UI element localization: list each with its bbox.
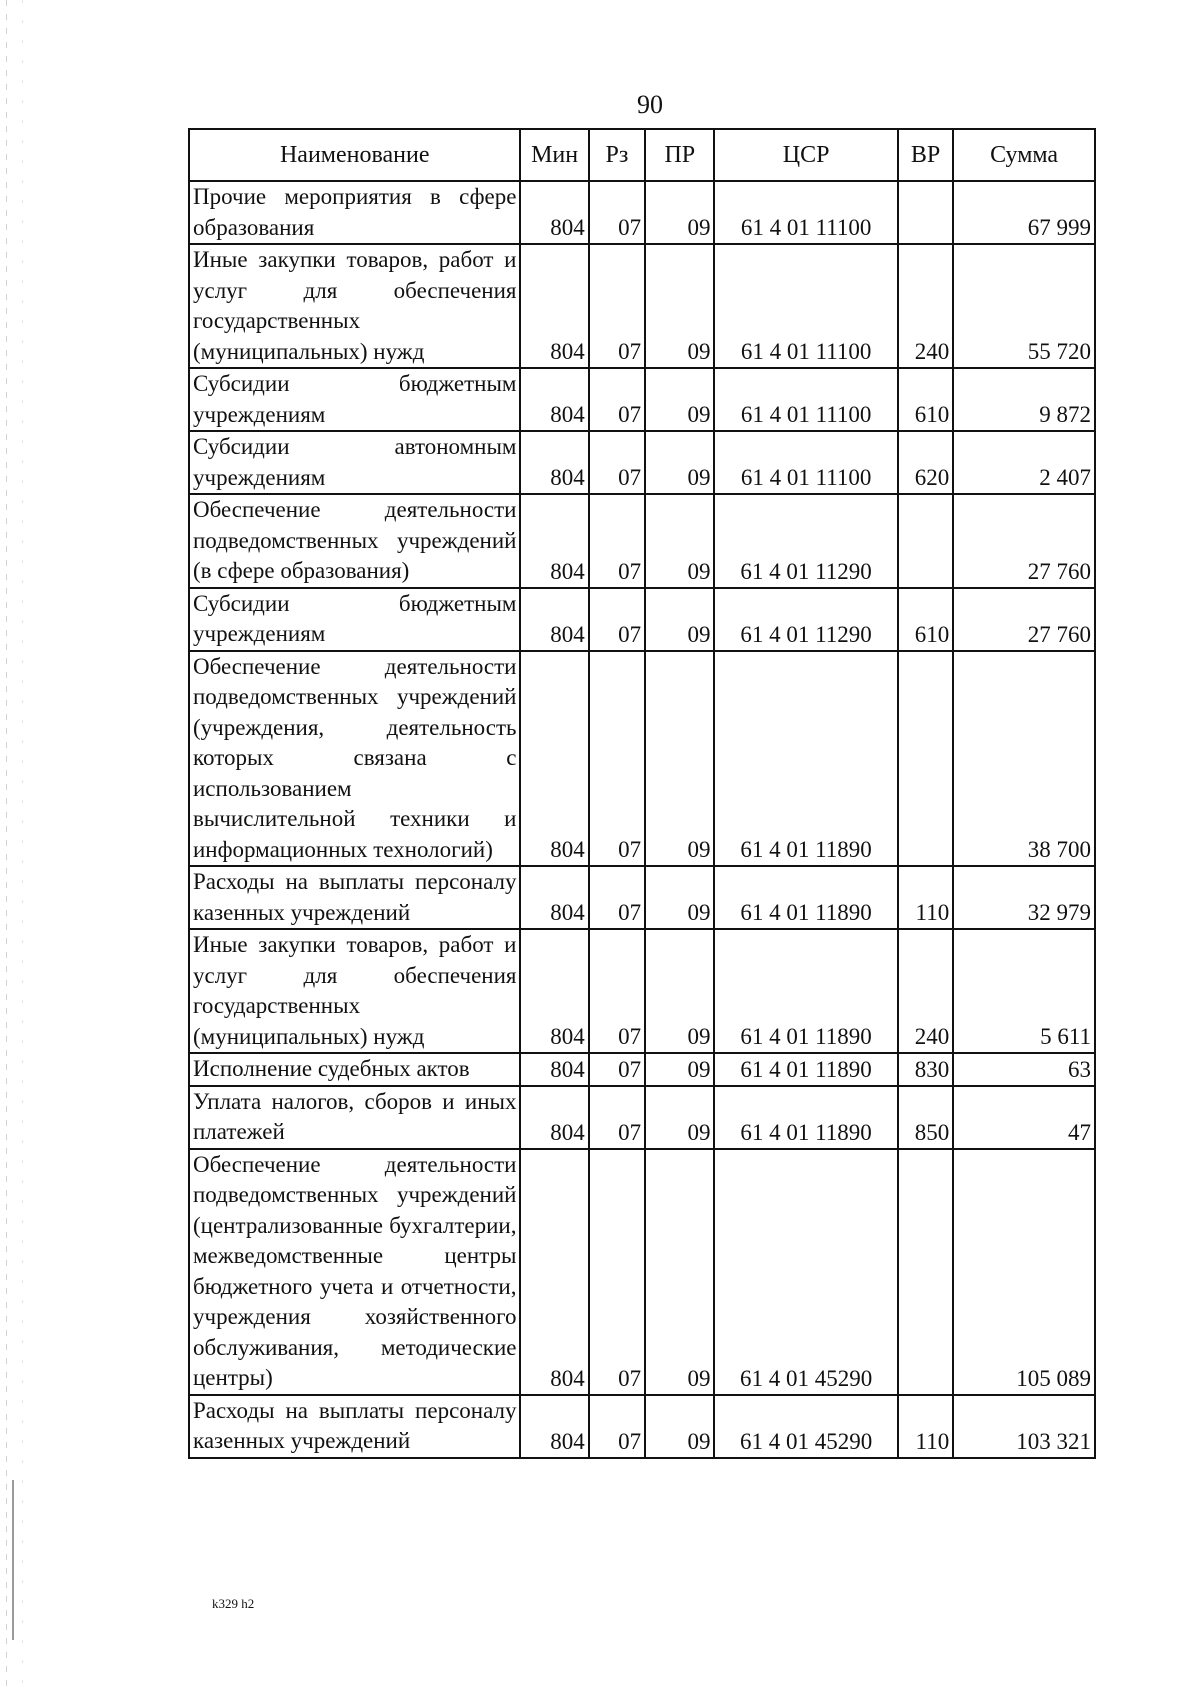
row-sum: 103 321 <box>953 1395 1095 1458</box>
row-name: Прочие мероприятия в сфере образования <box>189 181 520 244</box>
row-name: Обеспечение деятельности подведомственных учреждений (в сфере образования) <box>189 494 520 588</box>
row-csr: 61 4 01 45290 <box>714 1149 897 1395</box>
table-row <box>189 244 1095 368</box>
header-pr: ПР <box>645 129 714 181</box>
row-sum: 2 407 <box>953 431 1095 494</box>
row-min: 804 <box>520 1086 588 1149</box>
row-csr: 61 4 01 11890 <box>714 1053 897 1086</box>
row-min: 804 <box>520 651 588 867</box>
table-row <box>189 181 1095 244</box>
row-sum: 5 611 <box>953 929 1095 1053</box>
row-rz: 07 <box>589 929 645 1053</box>
row-pr: 09 <box>645 1086 714 1149</box>
row-pr: 09 <box>645 1149 714 1395</box>
row-sum: 55 720 <box>953 244 1095 368</box>
scan-edge-mark <box>12 1480 14 1640</box>
row-sum: 27 760 <box>953 494 1095 588</box>
row-sum: 27 760 <box>953 588 1095 651</box>
table-row <box>189 368 1095 431</box>
row-vr <box>898 651 953 867</box>
row-vr: 240 <box>898 244 953 368</box>
row-sum: 63 <box>953 1053 1095 1086</box>
table-row <box>189 1149 1095 1395</box>
table-row <box>189 1053 1095 1086</box>
row-vr <box>898 1149 953 1395</box>
row-min: 804 <box>520 494 588 588</box>
row-vr: 110 <box>898 1395 953 1458</box>
header-vr: ВР <box>898 129 953 181</box>
row-min: 804 <box>520 929 588 1053</box>
header-sum: Сумма <box>953 129 1095 181</box>
row-name: Субсидии автономным учреждениям <box>189 431 520 494</box>
table-row <box>189 866 1095 929</box>
row-rz: 07 <box>589 431 645 494</box>
row-name: Иные закупки товаров, работ и услуг для обеспечения государственных (муниципальных) нужд <box>189 929 520 1053</box>
row-sum: 32 979 <box>953 866 1095 929</box>
row-csr: 61 4 01 11290 <box>714 494 897 588</box>
row-csr: 61 4 01 11890 <box>714 866 897 929</box>
header-min: Мин <box>520 129 588 181</box>
table-row <box>189 651 1095 867</box>
row-csr: 61 4 01 11100 <box>714 368 897 431</box>
header-csr: ЦСР <box>714 129 897 181</box>
row-name: Расходы на выплаты персоналу казенных учреждений <box>189 866 520 929</box>
table-row <box>189 588 1095 651</box>
row-csr: 61 4 01 11890 <box>714 651 897 867</box>
row-pr: 09 <box>645 651 714 867</box>
row-csr: 61 4 01 11890 <box>714 929 897 1053</box>
row-csr: 61 4 01 11100 <box>714 244 897 368</box>
row-vr: 240 <box>898 929 953 1053</box>
row-rz: 07 <box>589 651 645 867</box>
row-rz: 07 <box>589 181 645 244</box>
row-rz: 07 <box>589 866 645 929</box>
row-name: Исполнение судебных актов <box>189 1053 520 1086</box>
table-row <box>189 1395 1095 1458</box>
row-pr: 09 <box>645 588 714 651</box>
row-min: 804 <box>520 368 588 431</box>
row-rz: 07 <box>589 1053 645 1086</box>
row-vr: 850 <box>898 1086 953 1149</box>
row-rz: 07 <box>589 588 645 651</box>
budget-table-wrapper <box>188 128 1096 1459</box>
row-pr: 09 <box>645 431 714 494</box>
header-row <box>189 129 1095 181</box>
header-rz: Рз <box>589 129 645 181</box>
row-name: Субсидии бюджетным учреждениям <box>189 588 520 651</box>
row-rz: 07 <box>589 368 645 431</box>
row-rz: 07 <box>589 494 645 588</box>
table-row <box>189 929 1095 1053</box>
row-csr: 61 4 01 11100 <box>714 431 897 494</box>
row-sum: 38 700 <box>953 651 1095 867</box>
row-pr: 09 <box>645 866 714 929</box>
row-name: Иные закупки товаров, работ и услуг для обеспечения государственных (муниципальных) нужд <box>189 244 520 368</box>
row-pr: 09 <box>645 929 714 1053</box>
row-name: Обеспечение деятельности подведомственных учреждений (учреждения, деятельность которых связана с использованием вычислительной техники и информационных технологий) <box>189 651 520 867</box>
row-sum: 47 <box>953 1086 1095 1149</box>
row-name: Обеспечение деятельности подведомственных учреждений (централизованные бухгалтерии, межведомственные центры бюджетного учета и отчетности, учреждения хозяйственного обслуживания, методические центры) <box>189 1149 520 1395</box>
row-csr: 61 4 01 45290 <box>714 1395 897 1458</box>
row-vr: 620 <box>898 431 953 494</box>
scan-edge-mark <box>6 0 7 1686</box>
table-row <box>189 1086 1095 1149</box>
row-rz: 07 <box>589 244 645 368</box>
row-vr <box>898 494 953 588</box>
row-pr: 09 <box>645 181 714 244</box>
row-min: 804 <box>520 1053 588 1086</box>
page-number: 90 <box>637 90 663 119</box>
row-vr: 830 <box>898 1053 953 1086</box>
budget-table <box>188 128 1096 1459</box>
row-csr: 61 4 01 11290 <box>714 588 897 651</box>
header-name: Наименование <box>189 129 520 181</box>
row-pr: 09 <box>645 1053 714 1086</box>
scan-edge-mark <box>22 0 23 1686</box>
row-rz: 07 <box>589 1086 645 1149</box>
row-min: 804 <box>520 181 588 244</box>
row-rz: 07 <box>589 1149 645 1395</box>
table-row <box>189 494 1095 588</box>
row-min: 804 <box>520 1395 588 1458</box>
row-sum: 9 872 <box>953 368 1095 431</box>
table-row <box>189 431 1095 494</box>
row-rz: 07 <box>589 1395 645 1458</box>
row-min: 804 <box>520 1149 588 1395</box>
row-sum: 67 999 <box>953 181 1095 244</box>
row-pr: 09 <box>645 1395 714 1458</box>
footer-code: k329 h2 <box>212 1596 255 1611</box>
table-body <box>189 181 1095 1458</box>
row-pr: 09 <box>645 244 714 368</box>
row-sum: 105 089 <box>953 1149 1095 1395</box>
row-name: Расходы на выплаты персоналу казенных учреждений <box>189 1395 520 1458</box>
row-vr: 610 <box>898 368 953 431</box>
row-vr: 610 <box>898 588 953 651</box>
table-header <box>189 129 1095 181</box>
row-min: 804 <box>520 866 588 929</box>
row-vr <box>898 181 953 244</box>
row-pr: 09 <box>645 368 714 431</box>
row-csr: 61 4 01 11100 <box>714 181 897 244</box>
row-min: 804 <box>520 588 588 651</box>
row-min: 804 <box>520 244 588 368</box>
row-pr: 09 <box>645 494 714 588</box>
row-vr: 110 <box>898 866 953 929</box>
row-name: Субсидии бюджетным учреждениям <box>189 368 520 431</box>
row-min: 804 <box>520 431 588 494</box>
row-csr: 61 4 01 11890 <box>714 1086 897 1149</box>
row-name: Уплата налогов, сборов и иных платежей <box>189 1086 520 1149</box>
